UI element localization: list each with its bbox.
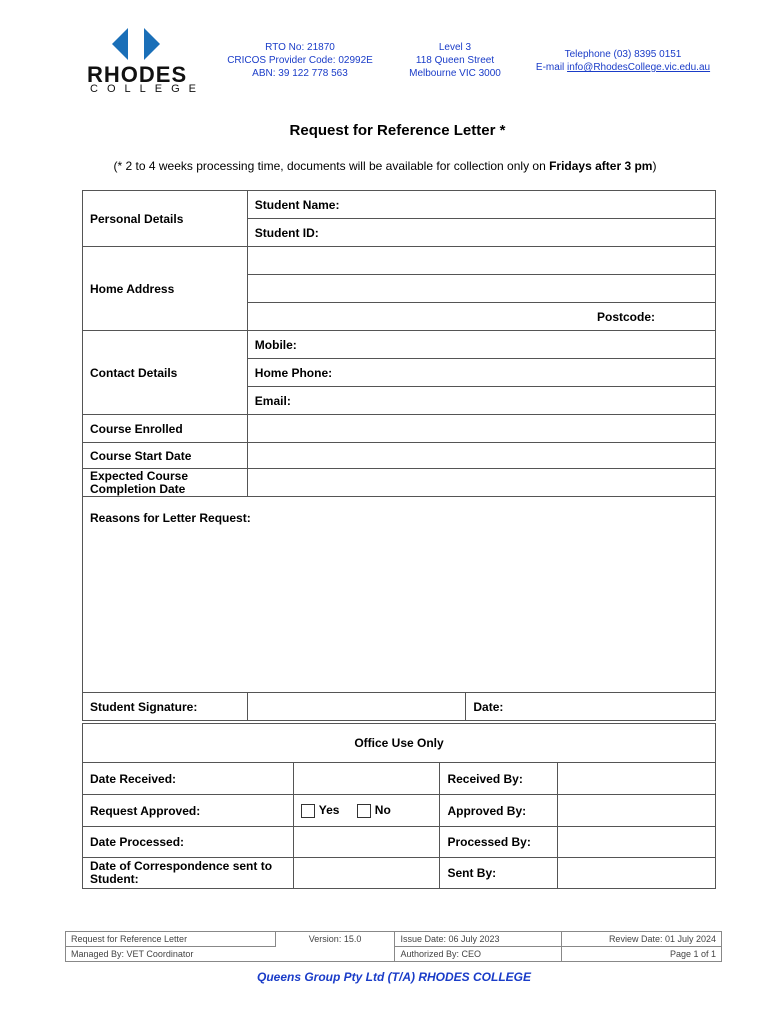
home-address-label: Home Address	[83, 247, 248, 331]
processed-by-label: Processed By:	[440, 827, 558, 858]
received-by-field[interactable]	[558, 763, 716, 795]
received-by-label: Received By:	[440, 763, 558, 795]
footer-version: Version: 15.0	[275, 932, 395, 947]
approved-by-field[interactable]	[558, 795, 716, 827]
footer-review-date: Review Date: 01 July 2024	[562, 932, 722, 947]
course-start-label: Course Start Date	[83, 443, 248, 469]
expected-completion-field[interactable]	[247, 469, 715, 497]
processing-note: (* 2 to 4 weeks processing time, documents will be available for collection only on Fridays after 3 pm)	[113, 159, 657, 173]
rhodes-college-logo	[82, 28, 205, 98]
processed-by-field[interactable]	[558, 827, 716, 858]
email-line: E-mail info@RhodesCollege.vic.edu.au	[535, 62, 711, 73]
no-checkbox[interactable]	[357, 804, 371, 818]
telephone: Telephone (03) 8395 0151	[564, 49, 682, 60]
office-use-table	[82, 723, 716, 889]
logo-wordmark: RHODES	[87, 62, 188, 87]
address-line-3: Melbourne VIC 3000	[409, 68, 501, 79]
footer-page-number: Page 1 of 1	[562, 947, 722, 962]
date-field[interactable]: Date:	[466, 693, 716, 721]
approved-by-label: Approved By:	[440, 795, 558, 827]
email-field[interactable]: Email:	[247, 387, 715, 415]
course-enrolled-field[interactable]	[247, 415, 715, 443]
registration-info	[210, 41, 390, 80]
sent-by-label: Sent By:	[440, 858, 558, 889]
abn-number: ABN: 39 122 778 563	[252, 68, 348, 79]
postcode-field[interactable]: Postcode:	[247, 303, 715, 331]
student-name-field[interactable]: Student Name:	[247, 191, 715, 219]
logo-mark-icon	[108, 28, 166, 60]
footer-managed-by: Managed By: VET Coordinator	[66, 947, 276, 962]
student-id-field[interactable]: Student ID:	[247, 219, 715, 247]
address-line-1-field[interactable]	[247, 247, 715, 275]
document-control-footer	[65, 931, 722, 962]
course-enrolled-label: Course Enrolled	[83, 415, 248, 443]
address-line-1: Level 3	[438, 42, 472, 53]
course-start-field[interactable]	[247, 443, 715, 469]
company-name: Queens Group Pty Ltd (T/A) RHODES COLLEGE	[256, 970, 531, 984]
address-line-2: 118 Queen Street	[415, 55, 495, 66]
reasons-field[interactable]: Reasons for Letter Request:	[83, 497, 716, 693]
personal-details-label: Personal Details	[83, 191, 248, 247]
email-link[interactable]: info@RhodesCollege.vic.edu.au	[567, 62, 711, 73]
expected-completion-label: Expected Course Completion Date	[83, 469, 248, 497]
address-line-2-field[interactable]	[247, 275, 715, 303]
footer-authorized-by: Authorized By: CEO	[395, 947, 562, 962]
date-processed-field[interactable]	[293, 827, 440, 858]
correspondence-field[interactable]	[293, 858, 440, 889]
signature-field[interactable]	[247, 693, 466, 721]
yes-checkbox[interactable]	[301, 804, 315, 818]
rto-number: RTO No: 21870	[265, 42, 335, 53]
footer-doc-name: Request for Reference Letter	[66, 932, 276, 947]
home-phone-field[interactable]: Home Phone:	[247, 359, 715, 387]
request-form-table	[82, 190, 716, 721]
approval-options	[293, 795, 440, 827]
contact-info	[528, 48, 718, 74]
mobile-field[interactable]: Mobile:	[247, 331, 715, 359]
signature-label: Student Signature:	[83, 693, 248, 721]
logo-subtitle: COLLEGE	[90, 83, 205, 95]
address-info	[395, 41, 515, 80]
footer-issue-date: Issue Date: 06 July 2023	[395, 932, 562, 947]
request-approved-label: Request Approved:	[83, 795, 294, 827]
date-received-label: Date Received:	[83, 763, 294, 795]
office-use-heading: Office Use Only	[83, 724, 716, 763]
contact-details-label: Contact Details	[83, 331, 248, 415]
correspondence-label: Date of Correspondence sent to Student:	[83, 858, 294, 889]
sent-by-field[interactable]	[558, 858, 716, 889]
page-title: Request for Reference Letter *	[289, 122, 506, 139]
yes-label: Yes	[318, 803, 340, 818]
no-label: No	[374, 803, 391, 818]
cricos-code: CRICOS Provider Code: 02992E	[227, 55, 373, 66]
date-processed-label: Date Processed:	[83, 827, 294, 858]
date-received-field[interactable]	[293, 763, 440, 795]
